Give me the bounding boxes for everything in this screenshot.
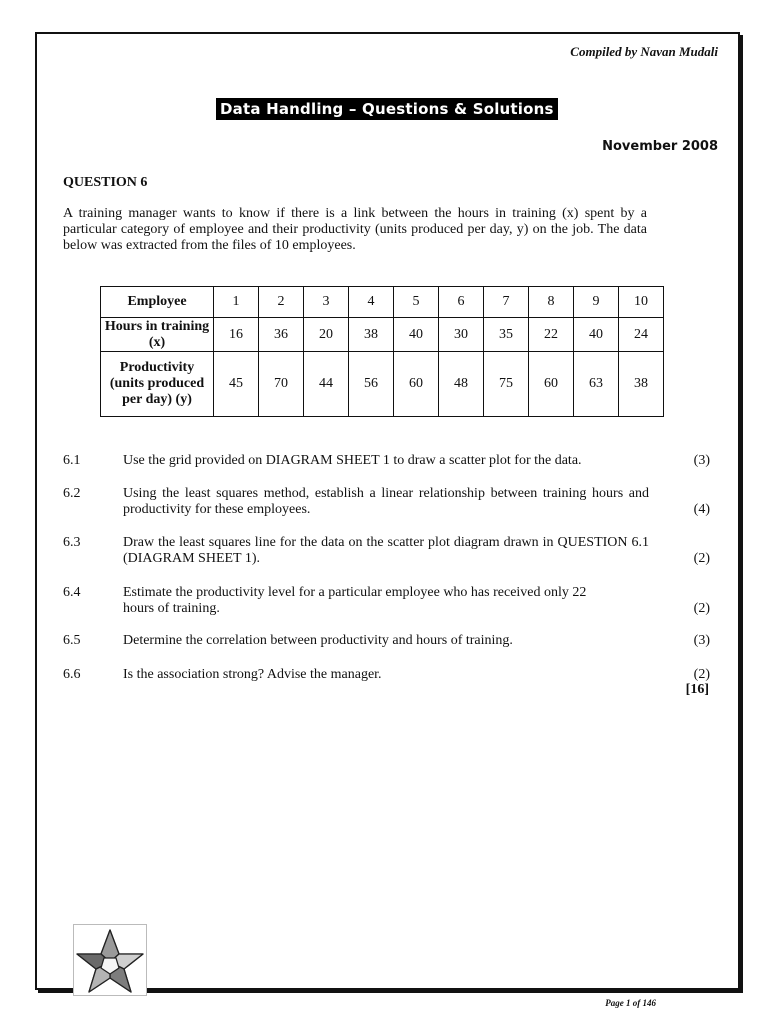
table-cell: 3 [304, 287, 349, 318]
table-cell: 7 [484, 287, 529, 318]
subquestion-6-4 [63, 585, 710, 621]
page-number: Page 1 of 146 [605, 998, 656, 1008]
table-cell: 40 [394, 318, 439, 352]
table-cell: 56 [349, 352, 394, 417]
subquestion-marks: (2) [693, 601, 710, 616]
subquestion-number: 6.5 [63, 633, 81, 648]
table-cell: 45 [214, 352, 259, 417]
document-title: Data Handling – Questions & Solutions [216, 98, 558, 120]
data-table [100, 286, 664, 417]
table-cell: 9 [574, 287, 619, 318]
table-cell: 60 [394, 352, 439, 417]
table-cell: 4 [349, 287, 394, 318]
subquestion-6-1 [63, 453, 710, 471]
compiled-by-header: Compiled by Navan Mudali [570, 44, 718, 59]
subquestion-marks: (3) [693, 453, 710, 468]
table-cell: 36 [259, 318, 304, 352]
table-cell: 38 [619, 352, 664, 417]
table-cell: 8 [529, 287, 574, 318]
row-label-hours: Hours in training (x) [101, 318, 214, 352]
interlocking-star-logo-icon [73, 924, 147, 996]
subquestion-number: 6.2 [63, 486, 81, 501]
table-cell: 22 [529, 318, 574, 352]
page-frame [35, 32, 740, 1008]
subquestion-6-6 [63, 667, 710, 685]
subquestion-marks: (4) [693, 502, 710, 517]
subquestion-number: 6.3 [63, 535, 81, 550]
table-cell: 1 [214, 287, 259, 318]
table-cell: 70 [259, 352, 304, 417]
exam-date: November 2008 [602, 139, 718, 154]
table-cell: 40 [574, 318, 619, 352]
row-label-employee: Employee [101, 287, 214, 318]
table-cell: 24 [619, 318, 664, 352]
table-cell: 30 [439, 318, 484, 352]
table-cell: 10 [619, 287, 664, 318]
table-cell: 35 [484, 318, 529, 352]
subquestion-6-3 [63, 535, 710, 571]
total-marks: [16] [685, 682, 709, 697]
subquestion-marks: (2) [693, 667, 710, 682]
subquestion-number: 6.1 [63, 453, 81, 468]
subquestion-number: 6.6 [63, 667, 81, 682]
subquestion-marks: (2) [693, 551, 710, 566]
table-row-employee [101, 287, 664, 318]
table-cell: 60 [529, 352, 574, 417]
table-cell: 38 [349, 318, 394, 352]
table-cell: 16 [214, 318, 259, 352]
subquestion-text: Estimate the productivity level for a particular employee who has received only 22 hours of training. [123, 585, 587, 616]
subquestion-6-5 [63, 633, 710, 651]
table-cell: 5 [394, 287, 439, 318]
question-intro: A training manager wants to know if there is a link between the hours in training (x) spent by a particular category of employee and their productivity (units produced per day, y) on the job. The data below was extracted from the files of 10 employees. [63, 206, 647, 253]
subquestion-text: Using the least squares method, establish a linear relationship between training hours and productivity for these employees. [123, 486, 649, 517]
subquestion-text: Use the grid provided on DIAGRAM SHEET 1 to draw a scatter plot for the data. [123, 453, 582, 468]
subquestion-text: Is the association strong? Advise the manager. [123, 667, 382, 682]
table-cell: 2 [259, 287, 304, 318]
table-cell: 6 [439, 287, 484, 318]
table-cell: 75 [484, 352, 529, 417]
table-row-productivity [101, 352, 664, 417]
subquestion-6-2 [63, 486, 710, 522]
table-cell: 20 [304, 318, 349, 352]
subquestion-number: 6.4 [63, 585, 81, 600]
subquestion-text: Draw the least squares line for the data on the scatter plot diagram drawn in QUESTION 6.1 (DIAGRAM SHEET 1). [123, 535, 649, 566]
table-cell: 63 [574, 352, 619, 417]
question-heading: QUESTION 6 [63, 175, 148, 190]
table-cell: 44 [304, 352, 349, 417]
subquestion-text: Determine the correlation between productivity and hours of training. [123, 633, 513, 648]
table-row-hours [101, 318, 664, 352]
subquestion-marks: (3) [693, 633, 710, 648]
row-label-productivity: Productivity (units produced per day) (y) [101, 352, 214, 417]
table-cell: 48 [439, 352, 484, 417]
